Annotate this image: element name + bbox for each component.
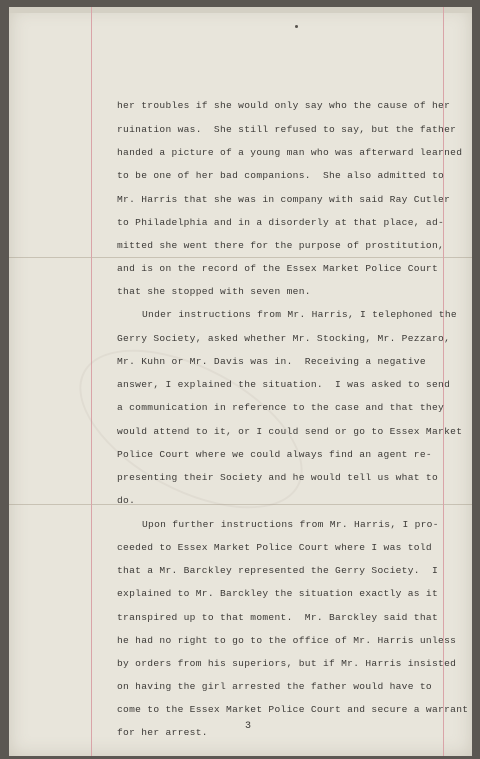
paper-speck (295, 25, 298, 28)
text-line: by orders from his superiors, but if Mr. Harris insisted (117, 658, 457, 669)
text-line: Gerry Society, asked whether Mr. Stocking, Mr. Pezzaro, (117, 333, 451, 344)
text-line: that she stopped with seven men. (117, 286, 311, 297)
text-line: mitted she went there for the purpose of prostitution, (117, 240, 445, 251)
text-line: Mr. Harris that she was in company with said Ray Cutler (117, 194, 451, 205)
text-line: ruination was. She still refused to say, but the father (117, 124, 457, 135)
text-line: to Philadelphia and in a disorderly at that place, ad- (117, 217, 445, 228)
fold-line (9, 257, 472, 258)
text-line: Under instructions from Mr. Harris, I telephoned the (142, 309, 457, 320)
text-line: he had no right to go to the office of Mr. Harris unless (117, 635, 457, 646)
text-line: to be one of her bad companions. She also admitted to (117, 170, 445, 181)
text-line: transpired up to that moment. Mr. Barckley said that (117, 612, 439, 623)
text-line: Upon further instructions from Mr. Harris, I pro- (142, 519, 439, 530)
text-line: would attend to it, or I could send or go to Essex Market (117, 426, 463, 437)
page-number: 3 (245, 721, 252, 732)
text-line: ceeded to Essex Market Police Court where I was told (117, 542, 432, 553)
typed-page (9, 7, 472, 756)
text-line: presenting their Society and he would tell us what to (117, 472, 439, 483)
text-line: handed a picture of a young man who was afterward learned (117, 147, 463, 158)
text-line: Mr. Kuhn or Mr. Davis was in. Receiving a negative (117, 356, 426, 367)
text-line: on having the girl arrested the father would have to (117, 681, 432, 692)
page-top-edge (9, 7, 472, 13)
text-line: for her arrest. (117, 727, 208, 738)
text-line: explained to Mr. Barckley the situation exactly as it (117, 588, 439, 599)
text-line: come to the Essex Market Police Court and secure a warrant (117, 704, 469, 715)
text-line: do. (117, 495, 136, 506)
text-line: answer, I explained the situation. I was asked to send (117, 379, 451, 390)
text-line: a communication in reference to the case and that they (117, 402, 445, 413)
text-line: that a Mr. Barckley represented the Gerry Society. I (117, 565, 439, 576)
text-line: Police Court where we could always find an agent re- (117, 449, 432, 460)
text-line: her troubles if she would only say who the cause of her (117, 100, 451, 111)
text-line: and is on the record of the Essex Market Police Court (117, 263, 439, 274)
